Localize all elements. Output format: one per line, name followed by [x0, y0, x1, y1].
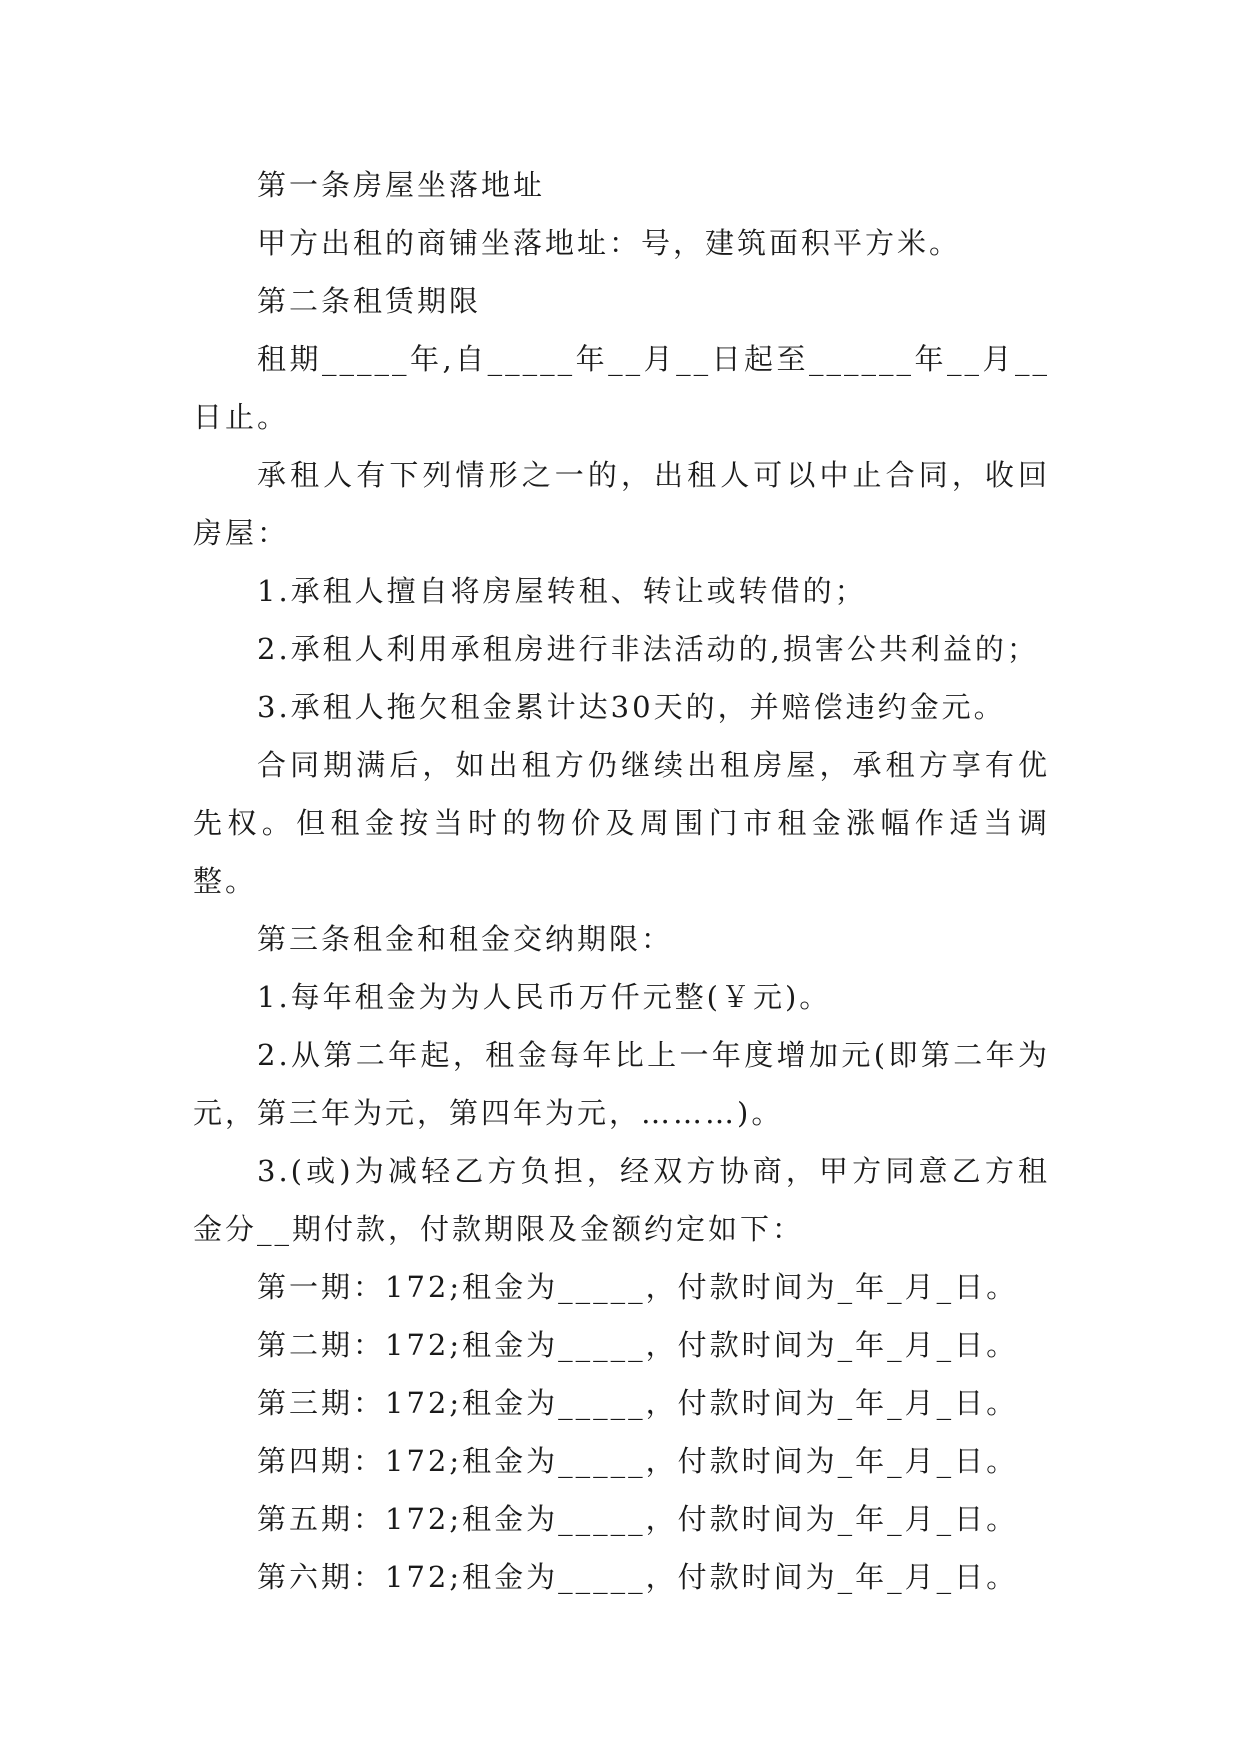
termination-item-3: 3.承租人拖欠租金累计达30天的，并赔偿违约金元。: [257, 690, 1006, 724]
document-body: [193, 156, 1050, 1606]
lease-term-paragraph: 租期_____年,自_____年__月__日起至______年__月__日止。: [193, 342, 1050, 434]
installment-3: 第三期：172;租金为_____，付款时间为_年_月_日。: [257, 1386, 1019, 1420]
rent-item-2: 2.从第二年起，租金每年比上一年度增加元(即第二年为元，第三年为元，第四年为元，………)。: [193, 1038, 1050, 1130]
installment-4: 第四期：172;租金为_____，付款时间为_年_月_日。: [257, 1444, 1019, 1478]
termination-conditions-paragraph: 承租人有下列情形之一的，出租人可以中止合同，收回房屋：: [193, 458, 1050, 550]
property-address-paragraph: 甲方出租的商铺坐落地址：号，建筑面积平方米。: [257, 226, 962, 260]
rent-item-1: 1.每年租金为为人民币万仟元整(￥元)。: [257, 980, 832, 1014]
installment-6: 第六期：172;租金为_____，付款时间为_年_月_日。: [257, 1560, 1019, 1594]
rent-item-3: 3.(或)为减轻乙方负担，经双方协商，甲方同意乙方租金分__期付款，付款期限及金额约定如下：: [193, 1154, 1050, 1246]
renewal-priority-paragraph: 合同期满后，如出租方仍继续出租房屋，承租方享有优先权。但租金按当时的物价及周围门市租金涨幅作适当调整。: [193, 748, 1050, 898]
termination-item-2: 2.承租人利用承租房进行非法活动的,损害公共利益的；: [257, 632, 1039, 666]
installment-2: 第二期：172;租金为_____，付款时间为_年_月_日。: [257, 1328, 1019, 1362]
installment-5: 第五期：172;租金为_____，付款时间为_年_月_日。: [257, 1502, 1019, 1536]
article-1-heading: 第一条房屋坐落地址: [257, 168, 546, 202]
installment-1: 第一期：172;租金为_____，付款时间为_年_月_日。: [257, 1270, 1019, 1304]
article-3-heading: 第三条租金和租金交纳期限：: [257, 922, 674, 956]
article-2-heading: 第二条租赁期限: [257, 284, 482, 318]
termination-item-1: 1.承租人擅自将房屋转租、转让或转借的；: [257, 574, 867, 608]
